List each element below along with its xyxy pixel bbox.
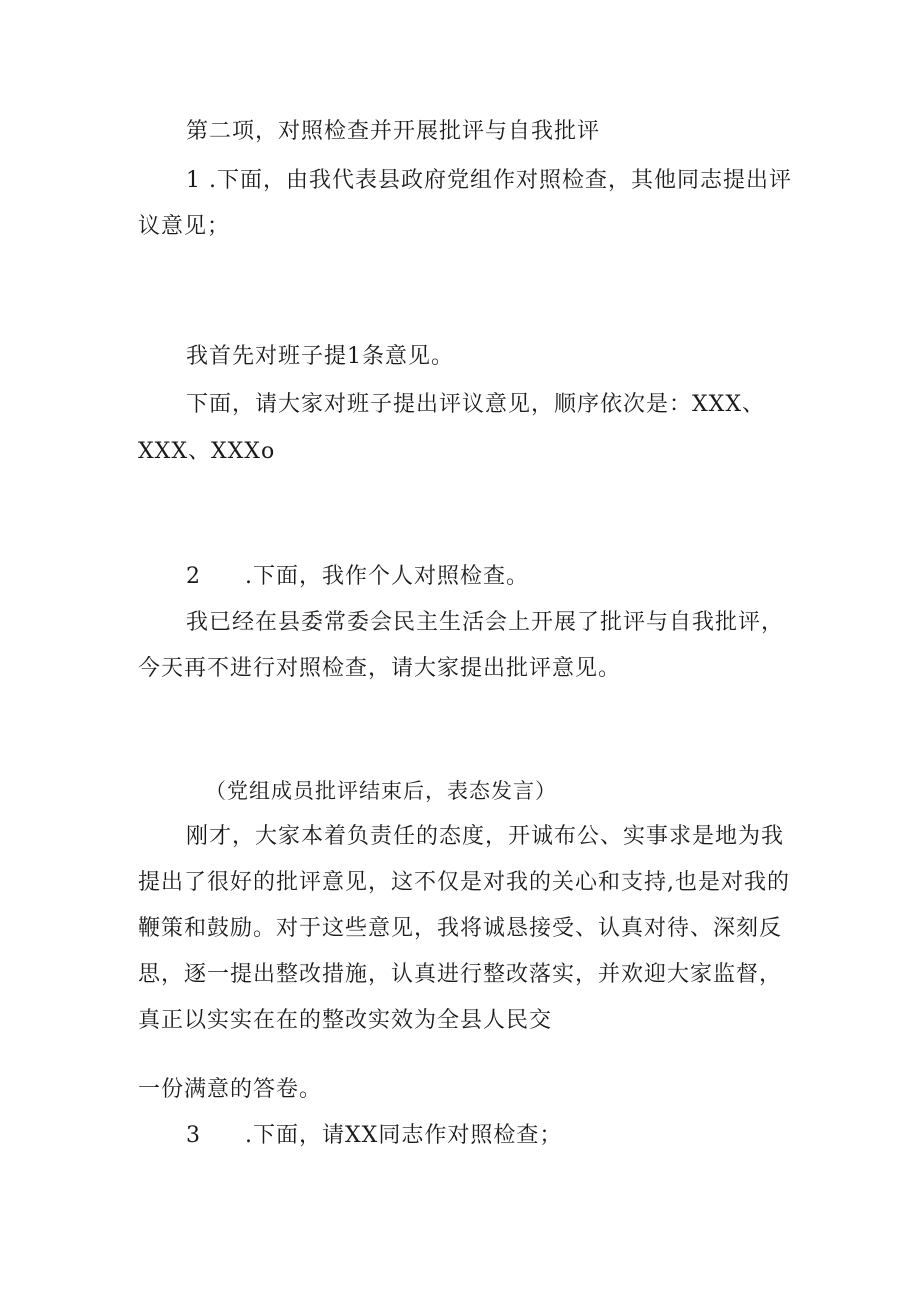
response-line-6: 一份满意的答卷。	[138, 1077, 323, 1102]
item-2	[186, 562, 529, 592]
response-line-3: 鞭策和鼓励。对于这些意见，我将诚恳接受、认真对待、深刻反	[138, 916, 783, 941]
item-1-line-2: 议意见；	[138, 214, 231, 239]
item-3-text: .下面，请XX同志作对照检查；	[245, 1123, 563, 1148]
item-3-number: 3	[186, 1123, 201, 1148]
response-line-1: 刚才，大家本着负责任的态度，开诚布公、实事求是地为我	[186, 824, 785, 849]
already-line-1: 我已经在县委常委会民主生活会上开展了批评与自我批评，	[186, 610, 785, 635]
response-line-5: 真正以实实在在的整改实效为全县人民交	[138, 1008, 553, 1033]
order-line-1: 下面，请大家对班子提出评议意见，顺序依次是：XXX、	[186, 392, 765, 417]
first-opinion-paragraph: 我首先对班子提1条意见。	[186, 344, 454, 369]
response-line-2: 提出了很好的批评意见，这不仅是对我的关心和支持,也是对我的	[138, 870, 790, 895]
already-line-2: 今天再不进行对照检查，请大家提出批评意见。	[138, 656, 622, 681]
item-1-line-1: 1 .下面，由我代表县政府党组作对照检查，其他同志提出评	[186, 168, 792, 193]
order-line-2: XXX、XXXo	[138, 439, 276, 464]
heading: 第二项，对照检查并开展批评与自我批评	[186, 119, 601, 144]
item-2-text: .下面，我作个人对照检查。	[245, 564, 529, 589]
item-3	[186, 1121, 562, 1151]
response-line-4: 思，逐一提出整改措施，认真进行整改落实，并欢迎大家监督，	[138, 962, 783, 987]
note-statement: （党组成员批评结束后，表态发言）	[205, 779, 557, 803]
item-2-number: 2	[186, 564, 201, 589]
